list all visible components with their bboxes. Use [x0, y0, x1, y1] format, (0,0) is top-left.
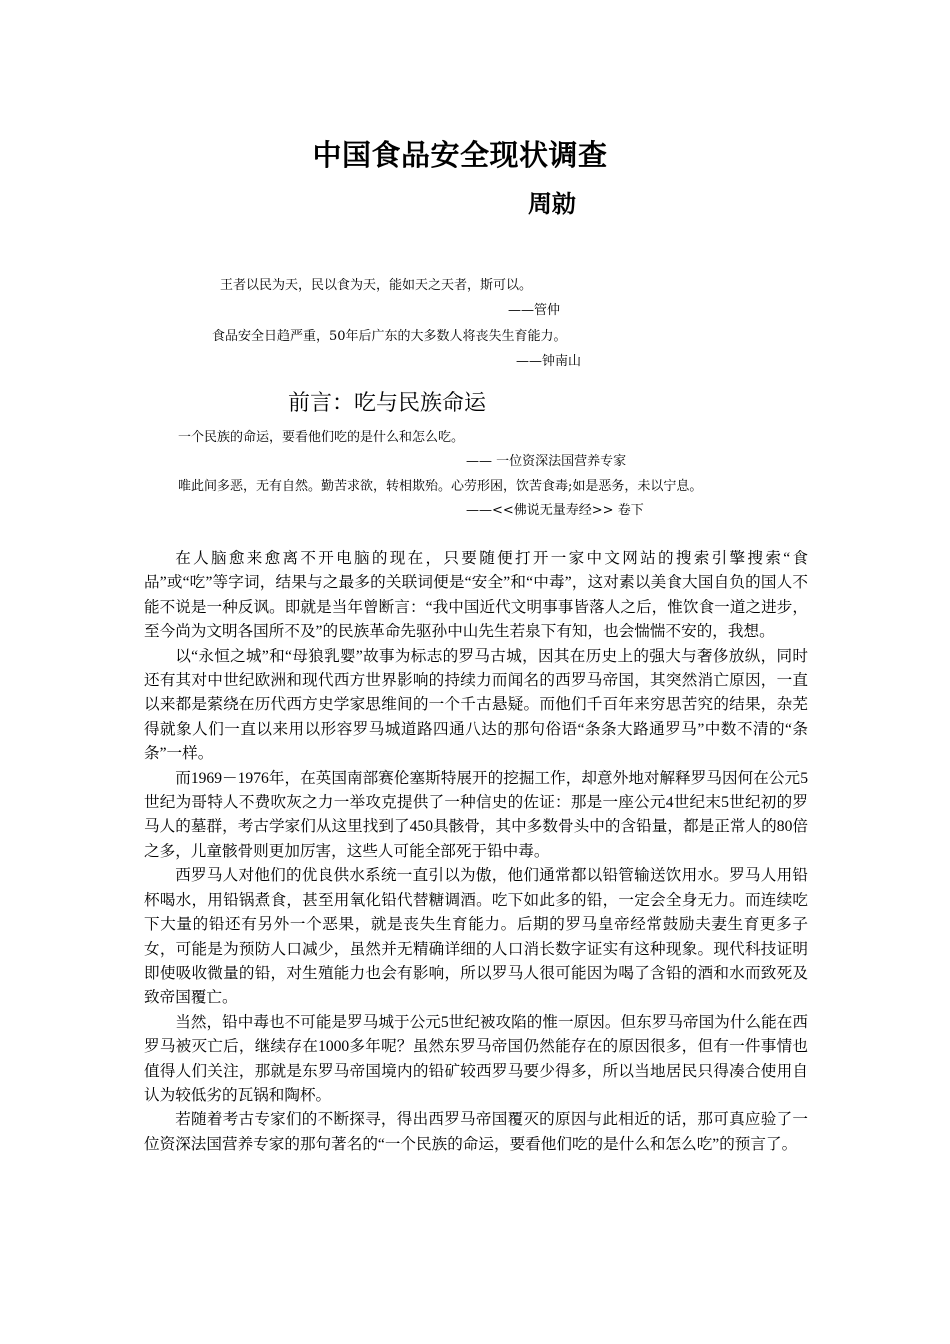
epigraph-quote: 王者以民为天，民以食为天，能如天之天者，斯可以。 [220, 278, 533, 293]
paragraph: 而1969－1976年，在英国南部赛伦塞斯特展开的挖掘工作，却意外地对解释罗马因何在公元5世纪为哥特人不费吹灰之力一举攻克提供了一种信史的佐证：那是一座公元4世纪末5世纪初的罗马人的墓群，考古学家们从这里找到了450具骸骨，其中多数骨头中的含铅量，都是正常人的80倍之多，儿童骸骨则更加厉害，这些人可能全部死于铅中毒。 [144, 769, 808, 860]
epigraph-quote: 食品安全日趋严重，50年后广东的大多数人将丧失生育能力。 [212, 329, 567, 344]
paragraph: 若随着考古专家们的不断探寻，得出西罗马帝国覆灭的原因与此相近的话，那可真应验了一位资深法国营养专家的那句著名的“一个民族的命运，要看他们吃的是什么和怎么吃”的预言了。 [144, 1111, 808, 1153]
body-text [144, 547, 808, 1157]
preface-quote-source: ——<<佛说无量寿经>> 卷下 [466, 503, 644, 518]
paragraph: 以“永恒之城”和“母狼乳婴”故事为标志的罗马古城，因其在历史上的强大与奢侈放纵，同时还有其对中世纪欧洲和现代西方世界影响的持续力而闻名的西罗马帝国，其突然消亡原因，一直以来都是萦绕在历代西方史学家思维间的一个千古悬疑。而他们千百年来穷思苦究的结果，杂芜得就象人们一直以来用以形容罗马城道路四通八达的那句俗语“条条大路通罗马”中数不清的“条条”一样。 [144, 647, 808, 763]
paragraph: 当然，铅中毒也不可能是罗马城于公元5世纪被攻陷的惟一原因。但东罗马帝国为什么能在西罗马被灭亡后，继续存在1000多年呢？虽然东罗马帝国仍然能存在的原因很多，但有一件事情也值得人们关注，那就是东罗马帝国境内的铅矿较西罗马要少得多，所以当地居民只得凑合使用自认为较低劣的瓦锅和陶杯。 [144, 1013, 808, 1104]
preface-quote: 一个民族的命运，要看他们吃的是什么和怎么吃。 [178, 430, 465, 445]
preface-heading: 前言：吃与民族命运 [288, 391, 487, 416]
preface-quote: 唯此间多恶，无有自然。勤苦求欲，转相欺殆。心劳形困，饮苦食毒;如是恶务，未以宁息。 [178, 479, 703, 494]
epigraph-source: ——钟南山 [516, 354, 582, 369]
document-title: 中国食品安全现状调查 [312, 138, 608, 172]
preface-quote-source: —— 一位资深法国营养专家 [466, 454, 627, 469]
paragraph: 在人脑愈来愈离不开电脑的现在，只要随便打开一家中文网站的搜索引擎搜索“食品”或“吃”等字词，结果与之最多的关联词便是“安全”和“中毒”，这对素以美食大国自负的国人不能不说是一种反讽。即就是当年曾断言：“我中国近代文明事事皆落人之后，惟饮食一道之进步，至今尚为文明各国所不及”的民族革命先驱孙中山先生若泉下有知，也会惴惴不安的，我想。 [144, 550, 808, 641]
paragraph: 西罗马人对他们的优良供水系统一直引以为傲，他们通常都以铅管输送饮用水。罗马人用铅杯喝水，用铅锅煮食，甚至用氧化铅代替糖调酒。吃下如此多的铅，一定会全身无力。而连续吃下大量的铅还有另外一个恶果，就是丧失生育能力。后期的罗马皇帝经常鼓励夫妻生育更多子女，可能是为预防人口减少，虽然并无精确详细的人口消长数字证实有这种现象。现代科技证明即使吸收微量的铅，对生殖能力也会有影响，所以罗马人很可能因为喝了含铅的酒和水而致死及致帝国覆亡。 [144, 867, 808, 1007]
document-author: 周勍 [528, 190, 576, 218]
epigraph-source: ——管仲 [508, 303, 561, 318]
